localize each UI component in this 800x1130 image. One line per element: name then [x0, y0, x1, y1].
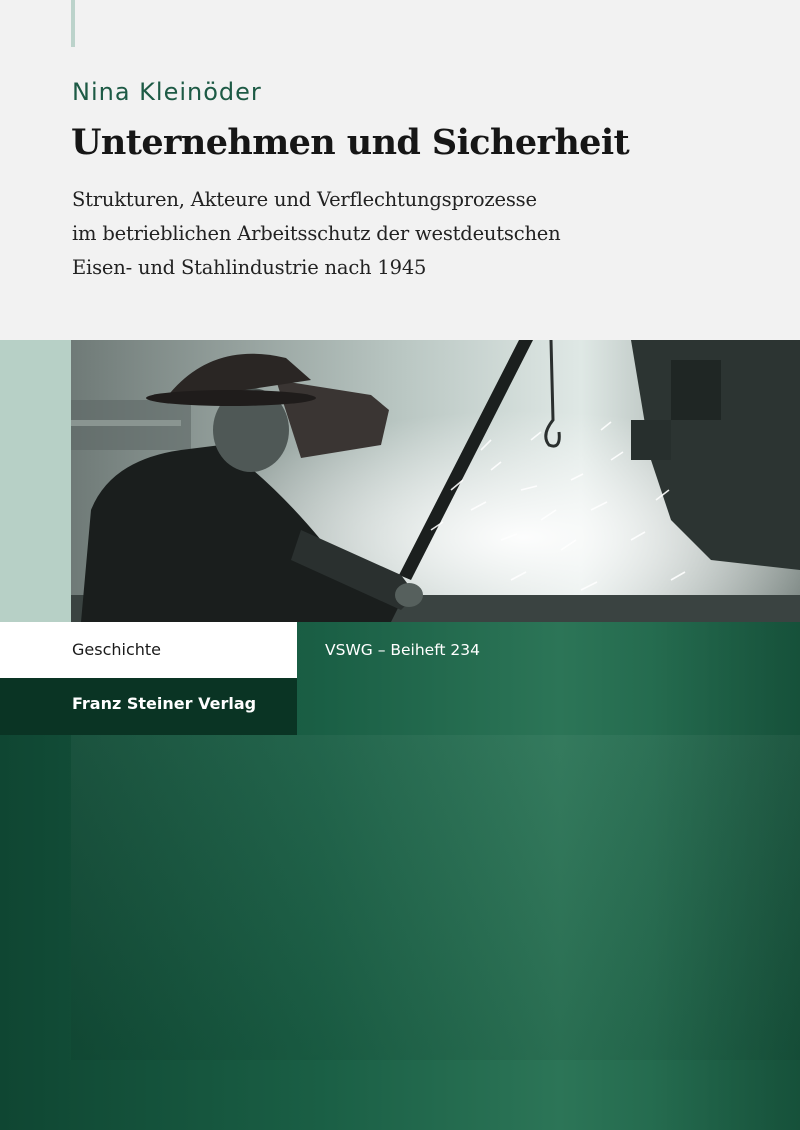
subtitle-line: Eisen- und Stahlindustrie nach 1945 [72, 256, 427, 279]
steelworker-photo-illustration [71, 340, 800, 622]
mint-side-strip [0, 340, 71, 622]
subtitle-line: im betrieblichen Arbeitsschutz der westdeutschen [72, 222, 561, 245]
subtitle-line: Strukturen, Akteure und Verflechtungsprozesse [72, 188, 537, 211]
book-subtitle [72, 183, 561, 285]
publisher-name: Franz Steiner Verlag [72, 694, 257, 713]
author-name: Nina Kleinöder [72, 78, 262, 106]
green-inner-panel [71, 735, 800, 1060]
top-accent-rule [71, 0, 75, 47]
series-label: VSWG – Beiheft 234 [325, 641, 480, 659]
category-label: Geschichte [72, 640, 162, 659]
book-title: Unternehmen und Sicherheit [71, 122, 630, 163]
cover-photo [71, 340, 800, 622]
